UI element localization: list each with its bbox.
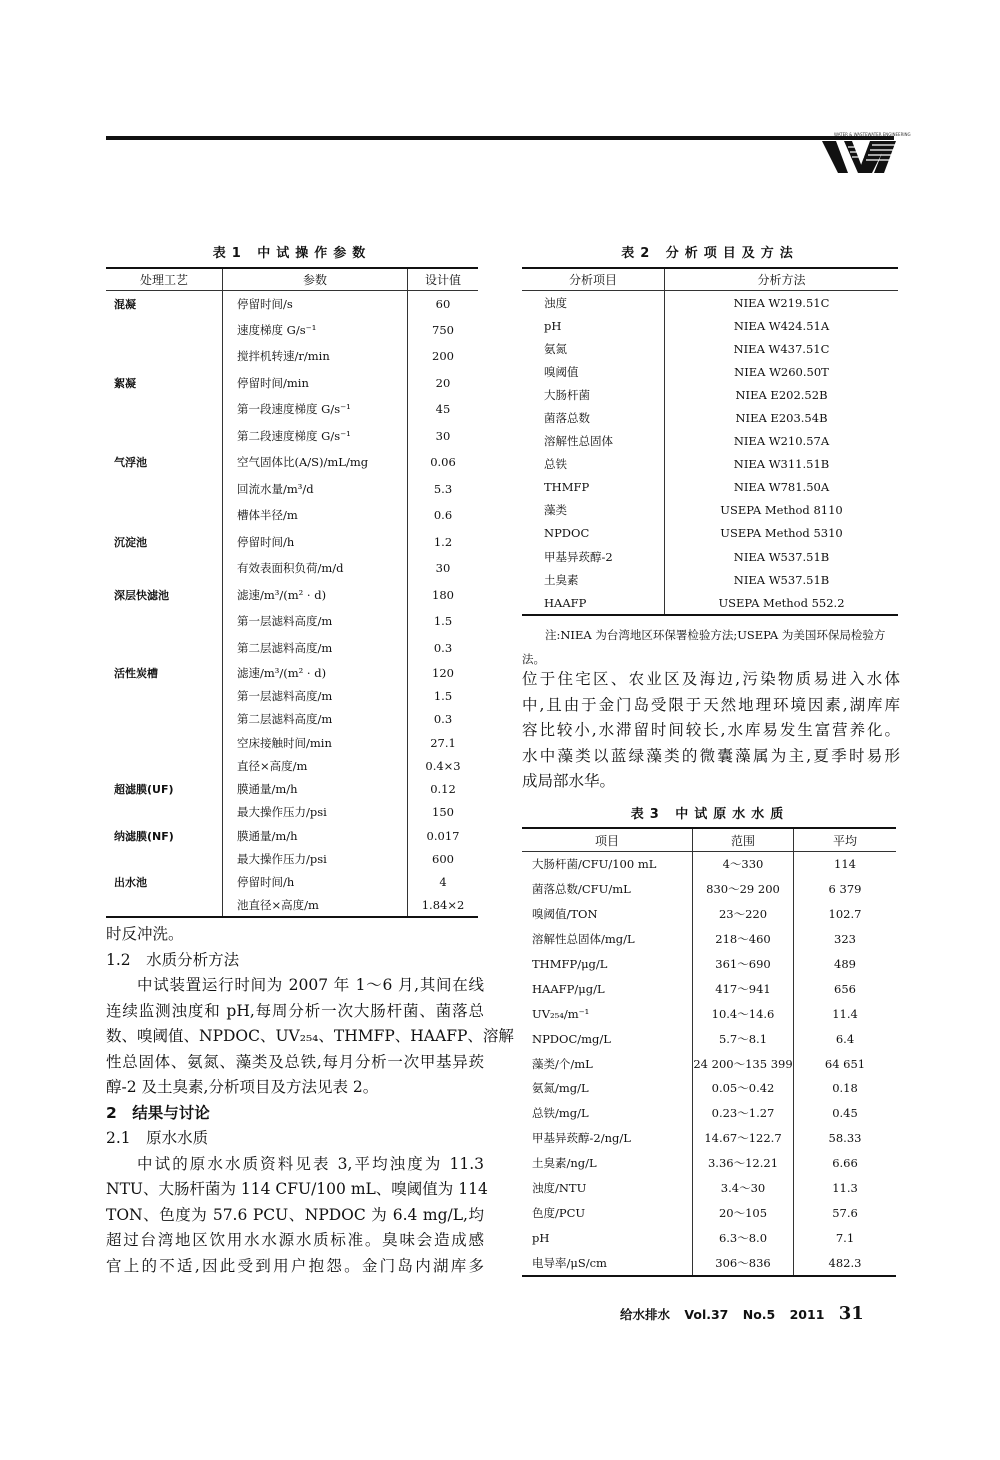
table1-cell-value: 1.5 <box>433 614 453 629</box>
section-heading-1-2: 1.2 水质分析方法 <box>106 950 240 969</box>
table1-cell-value: 200 <box>432 349 454 364</box>
table1-cell-param: 第一段速度梯度 G/s⁻¹ <box>223 396 408 423</box>
table1-cell-param: 槽体半径/m <box>223 502 408 529</box>
table1-header-param: 参数 <box>223 268 408 291</box>
table2-cell-method: NIEA W210.57A <box>665 430 899 453</box>
table3-cell-item: 电导率/μS/cm <box>532 1255 607 1270</box>
table2-caption: 表2 分析项目及方法 <box>621 246 799 261</box>
table-row <box>106 343 478 370</box>
table-row <box>106 317 478 344</box>
table1-cell-process: 气浮池 <box>114 456 147 470</box>
table2-cell-item: 溶解性总固体 <box>544 434 613 449</box>
table-row <box>522 453 898 476</box>
table1-cell-process: 纳滤膜(NF) <box>114 829 174 843</box>
table2-cell-method: NIEA W437.51C <box>665 337 899 360</box>
table2-cell-method: NIEA W311.51B <box>665 453 899 476</box>
table3-cell-avg: 58.33 <box>828 1131 862 1146</box>
table-row <box>522 476 898 499</box>
table1-cell-value: 5.3 <box>433 481 453 496</box>
table3-cell-range: 3.36～12.21 <box>693 1151 794 1176</box>
table2-cell-item: 浊度 <box>544 295 567 310</box>
text-line: NTU、大肠杆菌为 114 CFU/100 mL、嗅阈值为 114 <box>106 1180 488 1198</box>
table1-cell-process <box>106 847 223 870</box>
table-row <box>106 661 478 684</box>
table3-header-row <box>522 828 896 852</box>
text-line: 性总固体、氨氮、藻类及总铁,每月分析一次甲基异莰 <box>106 1052 484 1071</box>
page-footer <box>620 1303 874 1324</box>
table3-cell-range: 0.23～1.27 <box>693 1101 794 1126</box>
table3-cell-avg: 6.4 <box>835 1031 855 1046</box>
table2-cell-item: 土臭素 <box>544 572 579 587</box>
table3-header-avg: 平均 <box>794 828 897 852</box>
table-row <box>522 383 898 406</box>
table2-cell-method: USEPA Method 8110 <box>665 499 899 522</box>
text-line: 容比较小,水滞留时间较长,水库易发生富营养化。 <box>522 721 900 739</box>
table-row <box>522 406 898 429</box>
table3-cell-range: 10.4～14.6 <box>693 1001 794 1026</box>
table-row <box>522 499 898 522</box>
table1-cell-param: 搅拌机转速/r/min <box>223 343 408 370</box>
table1-cell-process <box>106 731 223 754</box>
table3-caption: 表3 中试原水水质 <box>630 807 790 822</box>
table3-cell-item: THMFP/μg/L <box>532 957 608 971</box>
table3-cell-item: 甲基异莰醇-2/ng/L <box>532 1131 631 1146</box>
table-row <box>106 871 478 894</box>
table1-cell-process <box>106 684 223 707</box>
table-row <box>106 777 478 800</box>
table-row <box>106 291 478 317</box>
table1-cell-param: 停留时间/h <box>223 529 408 556</box>
table3-cell-item: 藻类/个/mL <box>532 1056 593 1071</box>
table2-cell-item: 藻类 <box>544 503 567 518</box>
table1-cell-param: 有效表面积负荷/m/d <box>223 555 408 582</box>
table2-cell-item: pH <box>544 318 562 333</box>
table3-cell-avg: 656 <box>834 981 856 996</box>
table2-cell-method: NIEA W537.51B <box>665 545 899 568</box>
table3-cell-range: 23～220 <box>693 902 794 927</box>
table2-cell-method: NIEA W781.50A <box>665 476 899 499</box>
table1-cell-process <box>106 317 223 344</box>
table-row <box>522 545 898 568</box>
table1-cell-value: 150 <box>432 805 454 820</box>
table3-cell-item: 菌落总数/CFU/mL <box>532 882 631 897</box>
table-row <box>106 824 478 847</box>
table1-cell-param: 空床接触时间/min <box>223 731 408 754</box>
table1-cell-process <box>106 894 223 917</box>
table3-cell-item: 溶解性总固体/mg/L <box>532 932 635 947</box>
text-line: 中试的原水水质资料见表 3,平均浊度为 11.3 <box>137 1154 484 1173</box>
table2-cell-item: 总铁 <box>544 457 567 472</box>
table3-cell-range: 3.4～30 <box>693 1176 794 1201</box>
journal-logo-icon <box>822 139 896 175</box>
table1-cell-process <box>106 801 223 824</box>
table1-cell-value: 0.6 <box>433 508 453 523</box>
table2-cell-method: NIEA W537.51B <box>665 568 899 591</box>
table1-cell-param: 第二层滤料高度/m <box>223 708 408 731</box>
text-line: 中试装置运行时间为 2007 年 1～6 月,其间在线 <box>137 976 484 994</box>
table1-header-value: 设计值 <box>408 268 479 291</box>
table-row <box>522 1176 896 1201</box>
table3-cell-item: 大肠杆菌/CFU/100 mL <box>532 857 657 872</box>
page-number: 31 <box>838 1303 864 1324</box>
table1-cell-value: 20 <box>435 375 451 390</box>
table1-cell-process <box>106 754 223 777</box>
table1-cell-value: 0.06 <box>430 455 456 470</box>
table1-header-process: 处理工艺 <box>106 268 223 291</box>
table1-cell-process <box>106 476 223 503</box>
table3-cell-avg: 6.66 <box>832 1156 858 1171</box>
table-row <box>106 370 478 397</box>
table3-cell-item: NPDOC/mg/L <box>532 1031 611 1046</box>
table1-cell-process: 絮凝 <box>114 376 136 390</box>
table1-cell-value: 60 <box>435 296 451 311</box>
table-row <box>106 555 478 582</box>
table1-cell-value: 4 <box>439 875 447 890</box>
table3 <box>522 827 896 1277</box>
table2-header-item: 分析项目 <box>522 268 665 291</box>
table3-cell-avg: 323 <box>834 932 856 947</box>
table3-header-range: 范围 <box>693 828 794 852</box>
text-line: 水中藻类以蓝绿藻类的微囊藻属为主,夏季时易形 <box>522 746 900 765</box>
table1-caption: 表1 中试操作参数 <box>212 246 372 261</box>
table1-cell-param: 池直径×高度/m <box>223 894 408 917</box>
table3-cell-avg: 11.3 <box>832 1181 858 1196</box>
table2-cell-item: 菌落总数 <box>544 411 590 426</box>
header-rule <box>106 136 894 140</box>
table2-cell-method: NIEA W424.51A <box>665 314 899 337</box>
table3-cell-range: 14.67～122.7 <box>693 1126 794 1151</box>
table-row <box>522 1051 896 1076</box>
table3-cell-item: pH <box>532 1230 550 1245</box>
text-line: 数、嗅阈值、NPDOC、UV₂₅₄、THMFP、HAAFP、溶解 <box>106 1027 514 1045</box>
table-row <box>106 396 478 423</box>
table-row <box>522 902 896 927</box>
table3-cell-item: UV₂₅₄/m⁻¹ <box>532 1006 590 1021</box>
table-row <box>522 337 898 360</box>
table1-cell-value: 0.3 <box>433 640 453 655</box>
table1-cell-value: 45 <box>435 402 451 417</box>
table-row <box>106 684 478 707</box>
text-line: 成局部水华。 <box>522 772 616 790</box>
table1-cell-process <box>106 708 223 731</box>
table-row <box>522 291 898 315</box>
table1-cell-param: 最大操作压力/psi <box>223 801 408 824</box>
table2-cell-method: USEPA Method 552.2 <box>665 591 899 615</box>
table3-cell-item: 氨氮/mg/L <box>532 1081 589 1096</box>
table2-cell-item: THMFP <box>544 480 590 495</box>
table1-cell-value: 750 <box>432 322 454 337</box>
table-row <box>106 635 478 662</box>
table2-header-row <box>522 268 898 291</box>
table1-cell-process <box>106 635 223 662</box>
table2-cell-item: NPDOC <box>544 526 590 541</box>
table1-cell-value: 0.017 <box>426 828 460 843</box>
table-row <box>522 1001 896 1026</box>
table-row <box>522 522 898 545</box>
table-row <box>522 360 898 383</box>
table3-cell-avg: 7.1 <box>835 1230 855 1245</box>
table1-cell-param: 第一层滤料高度/m <box>223 608 408 635</box>
table3-cell-avg: 102.7 <box>828 907 862 922</box>
footer-volume: Vol.37 <box>684 1307 729 1322</box>
table-row <box>522 314 898 337</box>
table3-cell-range: 361～690 <box>693 952 794 977</box>
table1-cell-param: 速度梯度 G/s⁻¹ <box>223 317 408 344</box>
table1-cell-param: 停留时间/min <box>223 370 408 397</box>
table1-cell-value: 1.84×2 <box>421 898 465 913</box>
table3-cell-item: 浊度/NTU <box>532 1181 587 1196</box>
table1-cell-param: 膜通量/m/h <box>223 777 408 800</box>
table-row <box>522 976 896 1001</box>
footer-year: 2011 <box>789 1307 825 1322</box>
table1-cell-process: 活性炭槽 <box>114 666 158 680</box>
table1-cell-param: 停留时间/h <box>223 871 408 894</box>
table1-cell-process <box>106 423 223 450</box>
table1-cell-param: 第二段速度梯度 G/s⁻¹ <box>223 423 408 450</box>
table1-cell-value: 180 <box>432 587 454 602</box>
table-row <box>106 608 478 635</box>
table3-header-item: 项目 <box>522 828 693 852</box>
table3-cell-avg: 0.45 <box>832 1106 858 1121</box>
footer-journal: 给水排水 <box>620 1307 671 1322</box>
table-row <box>522 1225 896 1250</box>
table3-cell-avg: 11.4 <box>832 1006 858 1021</box>
table1-cell-value: 1.5 <box>433 688 453 703</box>
table-row <box>106 529 478 556</box>
journal-logo-text: WATER & WASTEWATER ENGINEERING <box>834 132 911 137</box>
footer-number: No.5 <box>742 1307 776 1322</box>
table2-cell-method: NIEA E202.52B <box>665 383 899 406</box>
table1-cell-value: 30 <box>435 428 451 443</box>
table1-cell-process: 混凝 <box>114 297 136 311</box>
table3-cell-avg: 6 379 <box>828 882 862 897</box>
table3-cell-range: 5.7～8.1 <box>693 1026 794 1051</box>
table1-cell-process <box>106 396 223 423</box>
table1-cell-value: 27.1 <box>430 735 456 750</box>
text-line: 位于住宅区、农业区及海边,污染物质易进入水体 <box>522 670 900 688</box>
table-row <box>106 801 478 824</box>
table1-cell-process: 沉淀池 <box>114 535 147 549</box>
table1-cell-process: 超滤膜(UF) <box>114 783 174 797</box>
table-row <box>522 430 898 453</box>
table1-cell-param: 第一层滤料高度/m <box>223 684 408 707</box>
table1-cell-value: 0.12 <box>430 782 456 797</box>
text-line: 时反冲洗。 <box>106 925 184 943</box>
table1-cell-param: 最大操作压力/psi <box>223 847 408 870</box>
table3-cell-range: 830～29 200 <box>693 877 794 902</box>
table1-cell-process <box>106 608 223 635</box>
table1-cell-value: 30 <box>435 561 451 576</box>
table1-cell-param: 第二层滤料高度/m <box>223 635 408 662</box>
text-line: 连续监测浊度和 pH,每周分析一次大肠杆菌、菌落总 <box>106 1001 484 1020</box>
table-row <box>106 731 478 754</box>
table2-cell-item: HAAFP <box>544 595 587 610</box>
table3-cell-range: 6.3～8.0 <box>693 1225 794 1250</box>
table3-cell-avg: 114 <box>834 857 856 872</box>
table-row <box>106 476 478 503</box>
table3-cell-avg: 64 651 <box>824 1056 866 1071</box>
table2-cell-method: NIEA E203.54B <box>665 406 899 429</box>
table-row <box>522 1250 896 1276</box>
table-row <box>522 568 898 591</box>
table1-cell-value: 600 <box>432 852 454 867</box>
left-body-text <box>106 922 514 1279</box>
table-row <box>522 1026 896 1051</box>
table1-cell-process: 出水池 <box>114 876 147 890</box>
table1-cell-process <box>106 343 223 370</box>
table-row <box>106 754 478 777</box>
table3-cell-item: 色度/PCU <box>532 1205 586 1220</box>
table-row <box>522 1076 896 1101</box>
table-row <box>522 877 896 902</box>
table1-cell-param: 空气固体比(A/S)/mL/mg <box>223 449 408 476</box>
table-row <box>522 1151 896 1176</box>
table-row <box>522 852 896 877</box>
table1-cell-param: 直径×高度/m <box>223 754 408 777</box>
section-heading-2-1: 2.1 原水水质 <box>106 1129 209 1147</box>
table1-cell-process <box>106 555 223 582</box>
table2-cell-method: USEPA Method 5310 <box>665 522 899 545</box>
table-row <box>522 1126 896 1151</box>
table1-cell-process <box>106 502 223 529</box>
table3-cell-avg: 0.18 <box>832 1081 858 1096</box>
table1-cell-param: 滤速/m³/(m² · d) <box>223 582 408 609</box>
text-line: 官上的不适,因此受到用户抱怨。金门岛内湖库多 <box>106 1256 484 1275</box>
table3-cell-item: 土臭素/ng/L <box>532 1156 597 1171</box>
table-row <box>106 449 478 476</box>
table2-cell-method: NIEA W219.51C <box>665 291 899 315</box>
table2 <box>522 267 898 616</box>
text-line: 超过台湾地区饮用水水源水质标准。臭味会造成感 <box>106 1231 484 1249</box>
table3-cell-range: 218～460 <box>693 927 794 952</box>
table1-cell-param: 回流水量/m³/d <box>223 476 408 503</box>
table3-cell-item: HAAFP/μg/L <box>532 981 605 996</box>
text-line: 醇-2 及土臭素,分析项目及方法见表 2。 <box>106 1078 379 1096</box>
table3-cell-range: 20～105 <box>693 1200 794 1225</box>
table-row <box>106 847 478 870</box>
text-line: 中,且由于金门岛受限于天然地理环境因素,湖库库 <box>522 695 900 714</box>
right-paragraph <box>522 667 900 795</box>
table3-cell-range: 417～941 <box>693 976 794 1001</box>
table2-header-method: 分析方法 <box>665 268 899 291</box>
table1-cell-param: 停留时间/s <box>223 291 408 317</box>
table1-cell-value: 120 <box>432 665 454 680</box>
table3-cell-range: 306～836 <box>693 1250 794 1276</box>
table1-cell-value: 1.2 <box>433 534 453 549</box>
table1-cell-value: 0.4×3 <box>425 758 461 773</box>
table-row <box>522 591 898 615</box>
table1-cell-process: 深层快滤池 <box>114 588 169 602</box>
table3-cell-avg: 57.6 <box>832 1205 858 1220</box>
table1-header-row <box>106 268 478 291</box>
table3-cell-avg: 489 <box>834 957 856 971</box>
table3-cell-range: 24 200～135 399 <box>693 1051 794 1076</box>
table-row <box>106 582 478 609</box>
table3-cell-avg: 482.3 <box>828 1255 862 1270</box>
table1 <box>106 267 478 918</box>
table2-cell-item: 大肠杆菌 <box>544 387 590 402</box>
table3-cell-range: 0.05～0.42 <box>693 1076 794 1101</box>
table-row <box>522 1101 896 1126</box>
table3-cell-item: 总铁/mg/L <box>532 1106 589 1121</box>
table3-cell-range: 4～330 <box>693 852 794 877</box>
table-row <box>106 423 478 450</box>
table-row <box>106 708 478 731</box>
table3-cell-item: 嗅阈值/TON <box>532 907 598 922</box>
table2-cell-item: 氨氮 <box>544 341 567 356</box>
table-row <box>106 894 478 917</box>
section-heading-2: 2 结果与讨论 <box>106 1103 210 1122</box>
table1-cell-value: 0.3 <box>433 712 453 727</box>
table2-cell-method: NIEA W260.50T <box>665 360 899 383</box>
table2-cell-item: 甲基异莰醇-2 <box>544 549 613 564</box>
table-row <box>106 502 478 529</box>
table-row <box>522 952 896 977</box>
table-row <box>522 1200 896 1225</box>
table2-cell-item: 嗅阈值 <box>544 364 579 379</box>
table1-cell-param: 滤速/m³/(m² · d) <box>223 661 408 684</box>
table-row <box>522 927 896 952</box>
text-line: TON、色度为 57.6 PCU、NPDOC 为 6.4 mg/L,均 <box>106 1205 484 1224</box>
table2-note: 注:NIEA 为台湾地区环保署检验方法;USEPA 为美国环保局检验方法。 <box>522 628 886 666</box>
table1-cell-param: 膜通量/m/h <box>223 824 408 847</box>
